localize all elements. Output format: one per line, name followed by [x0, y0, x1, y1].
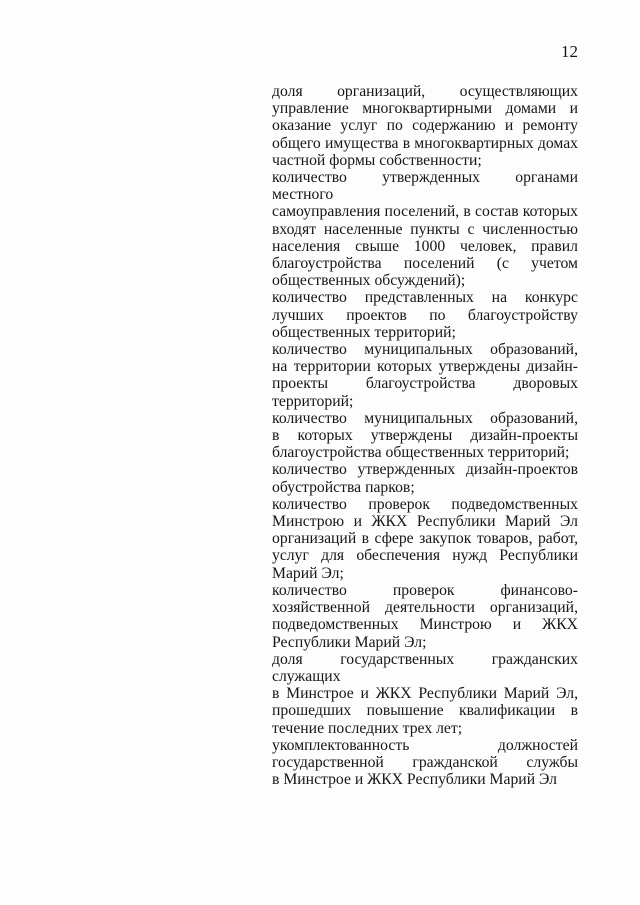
text-line: общественных территорий;: [272, 323, 456, 341]
text-line: общественных обсуждений);: [272, 272, 466, 290]
text-line: количество муниципальных образований,: [272, 409, 578, 427]
text-line: лучших проектов по благоустройству: [272, 306, 578, 324]
text-line: в Минстрое и ЖКХ Республики Марий Эл,: [272, 685, 578, 703]
paragraph: [272, 461, 578, 495]
text-line: подведомственных Минстрою и ЖКХ: [272, 616, 578, 634]
text-line: государственной гражданской службы: [272, 753, 578, 771]
text-line: частной формы собственности;: [272, 151, 482, 169]
text-line: Минстрою и ЖКХ Республики Марий Эл: [272, 513, 578, 531]
text-line: хозяйственной деятельности организаций,: [272, 599, 578, 617]
text-line: количество представленных на конкурс: [272, 289, 578, 307]
text-line: проекты благоустройства дворовых: [272, 375, 578, 393]
paragraph: [272, 410, 578, 462]
text-line: благоустройства общественных территорий;: [272, 444, 570, 462]
text-line: прошедших повышение квалификации в: [272, 702, 578, 720]
paragraph: [272, 83, 578, 169]
text-line: организаций в сфере закупок товаров, работ,: [272, 530, 578, 548]
text-line: благоустройства поселений (с учетом: [272, 255, 578, 273]
text-line: населения свыше 1000 человек, правил: [272, 237, 578, 255]
text-line: на территории которых утверждены дизайн-: [272, 358, 578, 376]
paragraph: [272, 169, 578, 289]
text-line: количество проверок финансово-: [272, 581, 578, 599]
paragraph: [272, 582, 578, 651]
paragraph: [272, 341, 578, 410]
text-line: оказание услуг по содержанию и ремонту: [272, 117, 578, 135]
paragraph: [272, 289, 578, 341]
text-line: количество утвержденных дизайн-проектов: [272, 461, 578, 479]
text-line: обустройства парков;: [272, 478, 415, 496]
text-line: самоуправления поселений, в состав которых: [272, 203, 578, 221]
text-line: в которых утверждены дизайн-проекты: [272, 427, 578, 445]
text-line: течение последних трех лет;: [272, 719, 463, 737]
text-line: укомплектованность должностей: [272, 736, 578, 754]
paragraph: [272, 737, 578, 789]
paragraph: [272, 651, 578, 737]
text-line: входят населенные пункты с численностью: [272, 220, 578, 238]
text-line: количество проверок подведомственных: [272, 495, 578, 513]
text-line: в Минстрое и ЖКХ Республики Марий Эл: [272, 771, 557, 789]
paragraph: [272, 496, 578, 582]
text-line: количество утвержденных органами местного: [272, 169, 578, 204]
page-number: 12: [561, 42, 578, 61]
text-line: общего имущества в многоквартирных домах: [272, 134, 578, 152]
text-line: доля организаций, осуществляющих: [272, 83, 578, 100]
text-line: Марий Эл;: [272, 564, 344, 582]
text-line: управление многоквартирными домами и: [272, 100, 578, 118]
text-column: [272, 83, 578, 788]
text-line: доля государственных гражданских служащих: [272, 650, 578, 685]
text-line: территорий;: [272, 392, 354, 410]
text-line: количество муниципальных образований,: [272, 341, 578, 359]
text-line: услуг для обеспечения нужд Республики: [272, 547, 578, 565]
text-line: Республики Марий Эл;: [272, 633, 427, 651]
